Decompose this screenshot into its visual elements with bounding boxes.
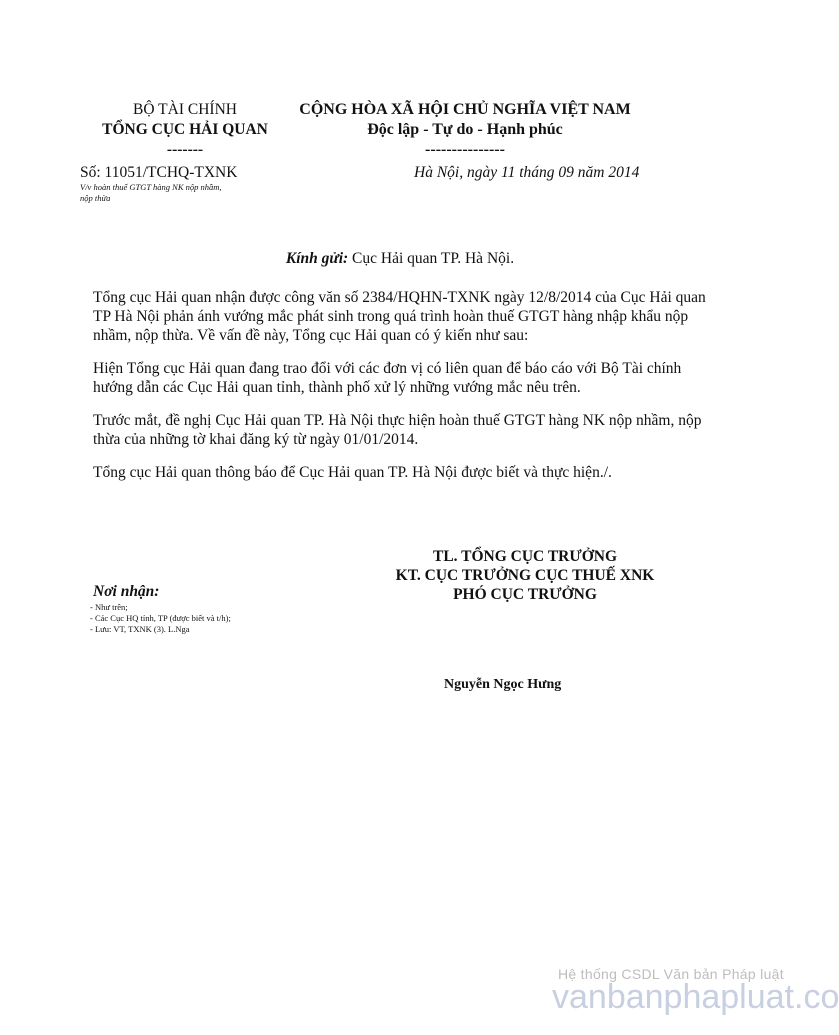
department-name: TỔNG CỤC HẢI QUAN xyxy=(102,121,268,138)
watermark-site: vanbanphapluat.co xyxy=(552,978,839,1016)
body-paragraph-1: Tổng cục Hải quan nhận được công văn số 2384/HQHN-TXNK ngày 12/8/2014 của Cục Hải quan TP Hà Nội phản ánh vướng mắc phát sinh trong quá trình hoàn thuế GTGT hàng nhập khẩu nộp nhầm, nộp thừa. Về vấn đề này, Tổng cục Hải quan có ý kiến như sau: xyxy=(93,289,706,344)
signature-block xyxy=(340,547,710,604)
issuer-block xyxy=(80,100,290,160)
recipient-item: - Lưu: VT, TXNK (3). L.Nga xyxy=(90,624,190,634)
signer-name: Nguyễn Ngọc Hưng xyxy=(444,677,562,692)
ministry-name: BỘ TÀI CHÍNH xyxy=(133,101,237,118)
subject-line-2: nộp thừa xyxy=(80,192,111,203)
country-name: CỘNG HÒA XÃ HỘI CHỦ NGHĨA VIỆT NAM xyxy=(299,101,631,118)
salutation xyxy=(0,250,800,268)
recipients-list xyxy=(90,602,231,635)
signature-line-3: PHÓ CỤC TRƯỞNG xyxy=(453,586,597,603)
national-motto: Độc lập - Tự do - Hạnh phúc xyxy=(367,121,563,138)
recipient-item: - Các Cục HQ tỉnh, TP (được biết và t/h); xyxy=(90,613,231,623)
salutation-label: Kính gửi: xyxy=(285,250,349,267)
subject-line-1: V/v hoàn thuế GTGT hàng NK nộp nhầm, xyxy=(80,182,222,192)
body-paragraph-3: Trước mắt, đề nghị Cục Hải quan TP. Hà Nội thực hiện hoàn thuế GTGT hàng NK nộp nhầm, nộp thừa của những tờ khai đăng ký từ ngày 01/01/2014. xyxy=(93,412,702,448)
document-subject xyxy=(80,182,280,203)
signature-line-2: KT. CỤC TRƯỞNG CỤC THUẾ XNK xyxy=(395,567,655,584)
place-date: Hà Nội, ngày 11 tháng 09 năm 2014 xyxy=(414,164,640,181)
body-paragraph-4: Tổng cục Hải quan thông báo để Cục Hải quan TP. Hà Nội được biết và thực hiện./. xyxy=(93,464,612,481)
watermark-caption: Hệ thống CSDL Văn bản Pháp luật xyxy=(558,966,784,982)
body-paragraph-2: Hiện Tổng cục Hải quan đang trao đổi với các đơn vị có liên quan để báo cáo với Bộ Tài chính hướng dẫn các Cục Hải quan tỉnh, thành phố xử lý những vướng mắc nêu trên. xyxy=(93,360,682,396)
salutation-recipient: Cục Hải quan TP. Hà Nội. xyxy=(348,250,515,267)
recipient-item: - Như trên; xyxy=(90,602,128,612)
motto-divider: --------------- xyxy=(425,141,505,158)
national-title-block xyxy=(290,100,640,160)
issuer-divider: ------- xyxy=(166,141,204,158)
signature-line-1: TL. TỔNG CỤC TRƯỞNG xyxy=(432,548,618,565)
document-number: Số: 11051/TCHQ-TXNK xyxy=(80,164,238,181)
recipients-title: Nơi nhận: xyxy=(93,583,160,600)
